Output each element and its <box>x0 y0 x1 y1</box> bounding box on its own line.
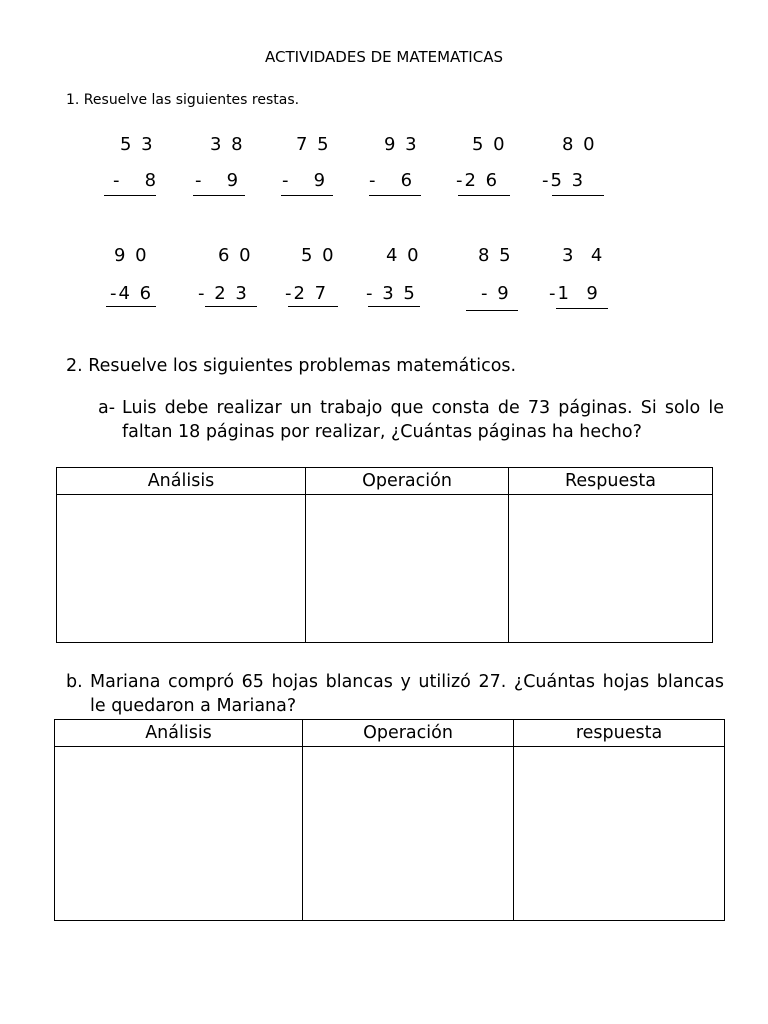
subtraction-8-subtrahend: - 2 3 <box>198 283 249 304</box>
subtraction-4-subtrahend: - 6 <box>369 170 415 191</box>
subtraction-3-minuend: 7 5 <box>296 134 331 155</box>
subtraction-6-minuend: 8 0 <box>562 134 597 155</box>
subtraction-3-line <box>281 195 333 196</box>
subtraction-2-subtrahend: - 9 <box>195 170 241 191</box>
subtraction-11-line <box>466 310 518 311</box>
subtraction-9-line <box>288 306 338 307</box>
section-1-heading: 1. Resuelve las siguientes restas. <box>66 92 300 108</box>
subtraction-2-minuend: 3 8 <box>210 134 245 155</box>
subtraction-4-minuend: 9 3 <box>384 134 419 155</box>
subtraction-3-subtrahend: - 9 <box>282 170 328 191</box>
subtraction-10-subtrahend: - 3 5 <box>366 283 417 304</box>
subtraction-7-minuend: 9 0 <box>114 245 149 266</box>
subtraction-5-line <box>458 195 510 196</box>
problem-a-marker: a- <box>98 398 116 418</box>
subtraction-10-minuend: 4 0 <box>386 245 421 266</box>
problem-a-table <box>56 467 713 643</box>
answer-cell-operacion[interactable] <box>303 747 514 921</box>
subtraction-12-subtrahend: -1 9 <box>549 283 600 304</box>
section-2-heading: 2. Resuelve los siguientes problemas matemáticos. <box>66 356 517 376</box>
subtraction-8-line <box>205 306 257 307</box>
problem-b-text: Mariana compró 65 hojas blancas y utilizó 27. ¿Cuántas hojas blancas le quedaron a Mariana? <box>90 672 724 716</box>
column-header-analisis: Análisis <box>55 720 303 747</box>
subtraction-9-subtrahend: -2 7 <box>285 283 329 304</box>
answer-cell-analisis[interactable] <box>55 747 303 921</box>
subtraction-11-subtrahend: - 9 <box>481 283 511 304</box>
answer-cell-operacion[interactable] <box>306 495 509 643</box>
subtraction-1-minuend: 5 3 <box>120 134 155 155</box>
problem-b-table <box>54 719 725 921</box>
answer-cell-respuesta[interactable] <box>514 747 725 921</box>
column-header-operacion: Operación <box>303 720 514 747</box>
subtraction-1-subtrahend: - 8 <box>113 170 159 191</box>
subtraction-6-subtrahend: -5 3 <box>542 170 586 191</box>
subtraction-5-minuend: 5 0 <box>472 134 507 155</box>
subtraction-12-line <box>556 308 608 309</box>
subtraction-12-minuend: 3 4 <box>562 245 605 266</box>
column-header-respuesta: respuesta <box>514 720 725 747</box>
subtraction-6-line <box>552 195 604 196</box>
subtraction-2-line <box>193 195 245 196</box>
column-header-analisis: Análisis <box>57 468 306 495</box>
subtraction-11-minuend: 8 5 <box>478 245 513 266</box>
subtraction-7-line <box>106 306 156 307</box>
column-header-operacion: Operación <box>306 468 509 495</box>
subtraction-5-subtrahend: -2 6 <box>456 170 500 191</box>
column-header-respuesta: Respuesta <box>509 468 713 495</box>
page-title: ACTIVIDADES DE MATEMATICAS <box>265 48 503 66</box>
subtraction-1-line <box>104 195 156 196</box>
subtraction-9-minuend: 5 0 <box>301 245 336 266</box>
problem-a-text: Luis debe realizar un trabajo que consta de 73 páginas. Si solo le faltan 18 páginas por realizar, ¿Cuántas páginas ha hecho? <box>122 398 724 442</box>
subtraction-7-subtrahend: -4 6 <box>110 283 154 304</box>
answer-cell-respuesta[interactable] <box>509 495 713 643</box>
subtraction-4-line <box>369 195 421 196</box>
answer-cell-analisis[interactable] <box>57 495 306 643</box>
subtraction-8-minuend: 6 0 <box>218 245 253 266</box>
subtraction-10-line <box>368 306 420 307</box>
problem-b-marker: b. <box>66 672 83 692</box>
